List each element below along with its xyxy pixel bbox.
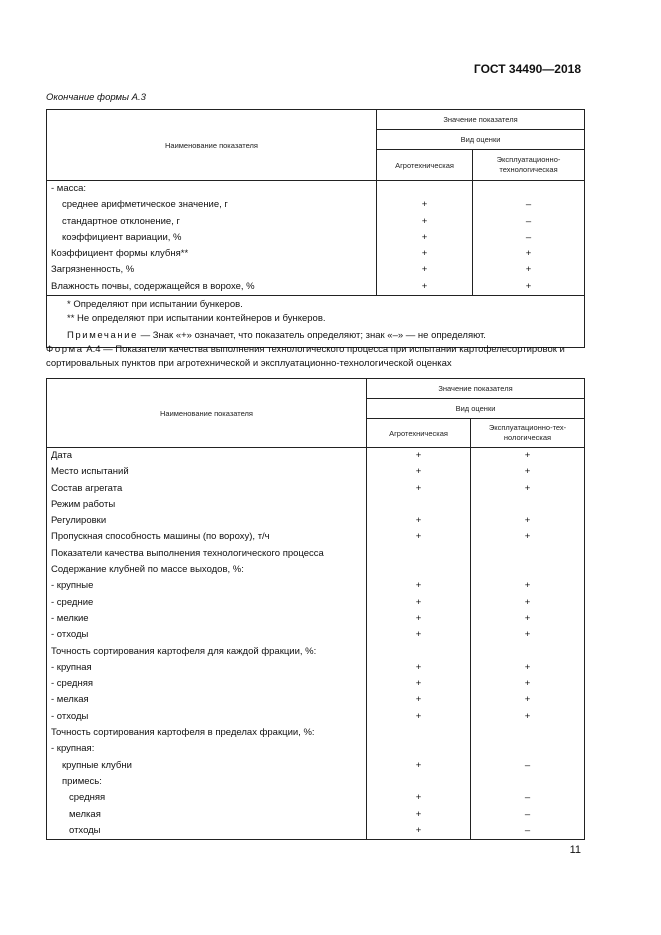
agro-value: + [367, 481, 471, 497]
row-label: - мелкие [47, 611, 367, 627]
exp-value [471, 562, 585, 578]
exp-value: + [471, 481, 585, 497]
table-row [47, 481, 585, 497]
table-row [47, 823, 585, 840]
exp-value: + [471, 660, 585, 676]
table-row [47, 246, 585, 262]
table-row [47, 181, 585, 198]
row-label: коэффициент вариации, % [62, 231, 182, 243]
agro-value: + [367, 823, 471, 840]
table-row [47, 807, 585, 823]
page-number: 11 [569, 844, 581, 856]
table-row [47, 230, 585, 246]
agro-value: + [367, 595, 471, 611]
agro-value: + [367, 513, 471, 529]
agro-value: + [367, 529, 471, 545]
table-row [47, 578, 585, 594]
continuation-label: Окончание формы А.3 [46, 92, 146, 103]
table-row [47, 790, 585, 806]
exp-value [471, 774, 585, 790]
table-row [47, 676, 585, 692]
agro-value: + [367, 790, 471, 806]
row-label: средняя [69, 792, 106, 804]
row-label: - отходы [47, 709, 367, 725]
table-row [47, 774, 585, 790]
agro-value [367, 774, 471, 790]
row-label: Режим работы [47, 497, 367, 513]
agro-value: + [367, 692, 471, 708]
row-label: Показатели качества выполнения технологического процесса [47, 546, 367, 562]
exp-value [471, 725, 585, 741]
note-bunkers: * Определяют при испытании бункеров. [67, 299, 243, 311]
agro-value: + [367, 448, 471, 465]
table-row [47, 627, 585, 643]
agro-value: + [367, 709, 471, 725]
exp-value: + [471, 578, 585, 594]
exp-value [471, 546, 585, 562]
table-row [47, 448, 585, 465]
table-row [47, 758, 585, 774]
column-header-type: Вид оценки [377, 130, 585, 150]
table-row [47, 644, 585, 660]
column-header-exp: Эксплуатационно- технологическая [473, 150, 585, 181]
exp-value: + [471, 464, 585, 480]
column-header-name: Наименование показателя [47, 379, 367, 448]
row-label: - средние [47, 595, 367, 611]
exp-value: + [473, 279, 585, 296]
exp-value: + [471, 611, 585, 627]
table-row [47, 464, 585, 480]
agro-value: + [367, 578, 471, 594]
column-header-name: Наименование показателя [47, 110, 377, 181]
table-row [47, 709, 585, 725]
exp-value: + [471, 709, 585, 725]
agro-value: + [367, 807, 471, 823]
form-a4-title: Форма А.4 — Показатели качества выполнения технологического процесса при испытании картофелесортировок и сортировальных пунктов при агротехнической и эксплуатационно-технологической оценках [46, 344, 565, 369]
table-notes [47, 296, 585, 348]
exp-value: + [473, 262, 585, 278]
row-label: мелкая [69, 808, 101, 820]
row-label: крупные клубни [62, 759, 132, 771]
exp-value: – [473, 230, 585, 246]
exp-value [471, 497, 585, 513]
exp-value: + [471, 529, 585, 545]
table-row [47, 262, 585, 278]
exp-value: – [471, 807, 585, 823]
row-label: стандартное отклонение, г [62, 215, 180, 227]
agro-value: + [377, 214, 473, 230]
table-row [47, 214, 585, 230]
table-row [47, 595, 585, 611]
agro-value [367, 546, 471, 562]
row-label: Влажность почвы, содержащейся в ворохе, % [47, 279, 377, 296]
row-label: Точность сортирования картофеля для каждой фракции, %: [47, 644, 367, 660]
agro-value [367, 725, 471, 741]
agro-value: + [367, 627, 471, 643]
agro-value [367, 741, 471, 757]
exp-value [471, 741, 585, 757]
row-label: Регулировки [47, 513, 367, 529]
agro-value: + [367, 676, 471, 692]
exp-value: – [473, 197, 585, 213]
exp-value: + [471, 448, 585, 465]
exp-value: + [471, 676, 585, 692]
table-row [47, 741, 585, 757]
row-label: Коэффициент формы клубня** [47, 246, 377, 262]
agro-value: + [377, 279, 473, 296]
row-label: отходы [69, 824, 101, 836]
row-label: Точность сортирования картофеля в пределах фракции, %: [47, 725, 367, 741]
row-label: - отходы [47, 627, 367, 643]
exp-value: – [471, 790, 585, 806]
row-label: Место испытаний [47, 464, 367, 480]
row-label: - крупная: [47, 741, 367, 757]
agro-value: + [377, 197, 473, 213]
row-label: Содержание клубней по массе выходов, %: [47, 562, 367, 578]
row-label: - крупные [47, 578, 367, 594]
agro-value: + [367, 464, 471, 480]
note-legend: Примечание — Знак «+» означает, что показатель определяют; знак «–» — не определяют. [67, 330, 486, 342]
column-header-type: Вид оценки [367, 399, 585, 419]
exp-value: + [471, 692, 585, 708]
exp-value: + [471, 595, 585, 611]
table-row [47, 692, 585, 708]
row-label: - средняя [47, 676, 367, 692]
table-row [47, 497, 585, 513]
exp-value: – [473, 214, 585, 230]
agro-value: + [367, 758, 471, 774]
column-header-value: Значение показателя [367, 379, 585, 399]
row-label: Состав агрегата [47, 481, 367, 497]
table-row [47, 529, 585, 545]
column-header-agro: Агротехническая [377, 150, 473, 181]
column-header-value: Значение показателя [377, 110, 585, 130]
exp-value: – [471, 823, 585, 840]
agro-value [367, 644, 471, 660]
table-row [47, 513, 585, 529]
column-header-agro: Агротехническая [367, 419, 471, 448]
table-row [47, 660, 585, 676]
agro-value: + [377, 262, 473, 278]
row-label: примесь: [62, 775, 102, 787]
agro-value: + [377, 246, 473, 262]
exp-value: + [473, 246, 585, 262]
table-form-a3-end [46, 109, 585, 348]
row-label: - мелкая [47, 692, 367, 708]
exp-value: + [471, 627, 585, 643]
exp-value: + [471, 513, 585, 529]
column-header-exp: Эксплуатационно-тех- нологическая [471, 419, 585, 448]
note-containers: ** Не определяют при испытании контейнеров и бункеров. [67, 313, 326, 325]
row-label: среднее арифметическое значение, г [62, 199, 228, 211]
table-row [47, 725, 585, 741]
table-row [47, 546, 585, 562]
table-row [47, 611, 585, 627]
exp-value [471, 644, 585, 660]
exp-value: – [471, 758, 585, 774]
agro-value: + [367, 660, 471, 676]
table-row [47, 279, 585, 296]
agro-value [377, 181, 473, 198]
row-label: - крупная [47, 660, 367, 676]
exp-value [473, 181, 585, 198]
agro-value: + [377, 230, 473, 246]
table-form-a4 [46, 378, 585, 840]
row-label: Пропускная способность машины (по вороху), т/ч [47, 529, 367, 545]
standard-number: ГОСТ 34490—2018 [473, 62, 581, 76]
table-row [47, 562, 585, 578]
row-label: - масса: [47, 181, 377, 198]
agro-value [367, 562, 471, 578]
agro-value: + [367, 611, 471, 627]
row-label: Дата [47, 448, 367, 465]
table-row [47, 197, 585, 213]
agro-value [367, 497, 471, 513]
row-label: Загрязненность, % [47, 262, 377, 278]
